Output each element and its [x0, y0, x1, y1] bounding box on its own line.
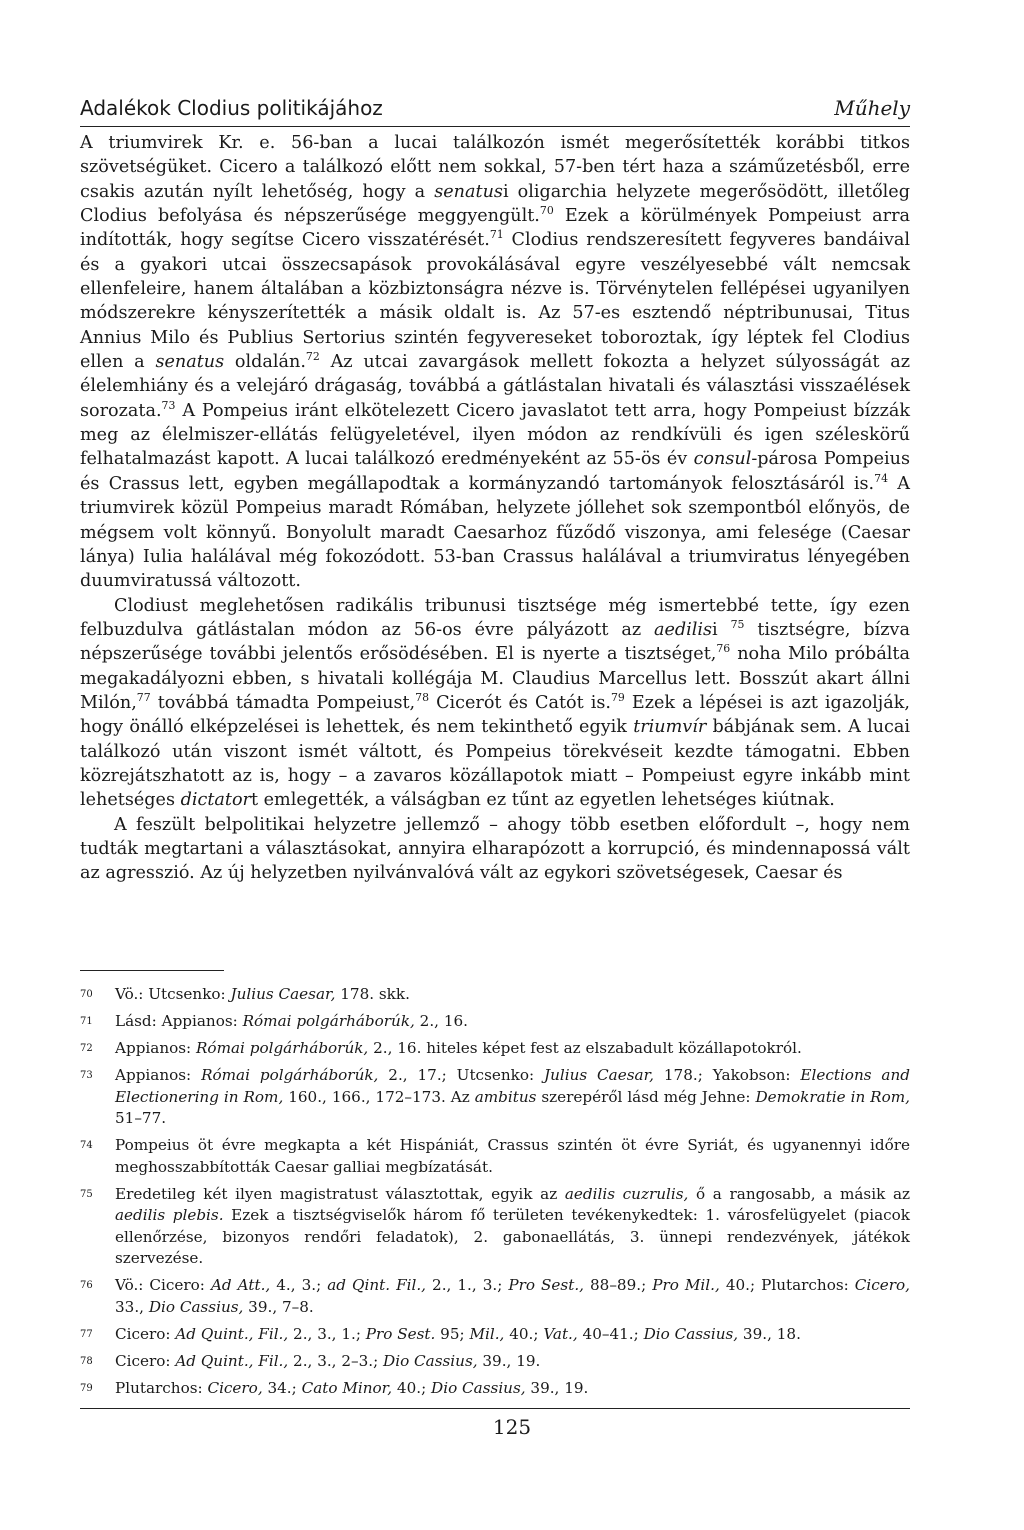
text-run: továbbá támadta Pompeiust, [150, 692, 416, 713]
italic-run: Pro Sest., [508, 1276, 584, 1294]
text-run: A feszült belpolitikai helyzetre jellemző – ahogy több esetben előfordult –, hogy nem tudták megtartani a választásokat, annyira elharapózott a korrupció, és mindennapossá vált az agresszió. Az új helyzetben nyilvánvalóvá vált az egykori szövetségesek, Caesar és [80, 814, 910, 884]
text-run: Az utcai zavargások mellett fokozta a helyzet súlyosságát az élelemhiány és a velejáró drágaság, továbbá a gátlástalan hivatali és választási visszaélések sorozata. [80, 352, 910, 421]
italic-run: consul [693, 449, 752, 470]
italic-run: ad Qint. Fil., [327, 1276, 427, 1294]
paragraph [80, 131, 910, 594]
italic-run: Demokratie in Rom, [755, 1087, 910, 1106]
footnote-ref: 70 [539, 204, 554, 218]
footnotes [80, 984, 910, 1405]
footnote-item [80, 1065, 910, 1130]
italic-run: aedilis cuzrulis, [564, 1184, 689, 1203]
page-number: 125 [492, 1415, 532, 1439]
text-run: 40.; [392, 1378, 432, 1397]
text-run: 40.; [504, 1324, 544, 1343]
text-run: Cicero: [115, 1324, 176, 1343]
text-run: Cicero: [115, 1351, 176, 1370]
italic-run: senatus [434, 181, 503, 202]
footnote-number: 77 [80, 1328, 93, 1340]
text-run: 2., 16. hiteles képet fest az elszabadult közállapotokról. [368, 1039, 802, 1057]
italic-run: Cato Minor, [301, 1378, 393, 1397]
text-run: -párosa Pompeius és Crassus lett, egyben megállapodtak a kormányzandó tartományok felosztásáról is. [80, 449, 910, 494]
footer-rule [80, 1408, 910, 1409]
text-run: t emlegették, a válságban ez tűnt az egyetlen lehetséges kiútnak. [250, 790, 835, 811]
text-run: Eredetileg két ilyen magistratust választottak, egyik az [115, 1184, 565, 1203]
text-run: oldalán. [224, 352, 306, 373]
italic-run: Római polgárháborúk, [196, 1039, 369, 1057]
italic-run: Ad Quint., Fil., [175, 1324, 289, 1343]
footnote-separator [80, 970, 224, 971]
italic-run: Dio Cassius, [383, 1351, 478, 1370]
text-run: 2., 17.; Utcsenko: [378, 1066, 544, 1084]
main-text [80, 131, 910, 886]
italic-run: aedilis [653, 619, 713, 640]
text-run: 39., 19. [525, 1378, 589, 1397]
italic-run: ambitus [474, 1087, 537, 1106]
text-run: 40.; Plutarchos: [719, 1276, 855, 1294]
footnote-item [80, 1378, 910, 1400]
italic-run: Ad Quint., Fil., [175, 1351, 289, 1370]
italic-run: dictator [180, 790, 251, 811]
footnote-ref: 77 [136, 691, 151, 705]
italic-run: Julius Caesar, [544, 1066, 654, 1084]
text-run: Cicerót és Catót is. [429, 692, 611, 713]
footnote-number: 74 [80, 1140, 93, 1151]
text-run: Vö.: Utcsenko: [115, 985, 231, 1003]
text-run: 34.; [262, 1378, 302, 1397]
footnote-ref: 78 [415, 691, 430, 705]
footnote-ref: 73 [161, 398, 176, 412]
italic-run: Dio Cassius, [148, 1297, 244, 1316]
text-run: A triumvirek közül Pompeius maradt Rómában, helyzete jóllehet sok szempontból előnyös, de mégsem volt könnyű. Bonyolult maradt Caesarhoz fűződő viszonya, ami felesége (Caesar lánya) Iulia halálával még fokozódott. 53-ban Crassus halálával a triumviratus lényegében duumviratussá változott. [80, 473, 910, 592]
text-run: Appianos: [115, 1039, 196, 1057]
footnote-item [80, 1184, 910, 1270]
footnote-number: 72 [80, 1043, 93, 1054]
text-run: Clodiust meglehetősen radikális tribunusi tisztsége még ismertebbé tette, így ezen felbuzdulva gátlástalan módon az 56-os évre pályázott az [80, 595, 910, 640]
header-section: Műhely [834, 96, 910, 120]
text-run: Ezek a körülmények Pompeiust arra indították, hogy segítse Cicero visszatérését. [80, 206, 910, 251]
text-run: 51–77. [115, 1109, 167, 1127]
italic-run: Római polgárháborúk, [242, 1012, 415, 1030]
text-run: 40–41.; [577, 1324, 644, 1343]
italic-run: Cicero, [207, 1378, 263, 1397]
italic-run: Ad Att., [210, 1276, 271, 1294]
text-run: 4., 3.; [270, 1276, 328, 1294]
text-run: Plutarchos: [115, 1378, 208, 1397]
text-run: Ezek a tisztségviselők három fő területen tevékenykedtek: 1. városfelügyelet (piacok ellenőrzése, bizonyos rendőri feladatok), 2. gabonaellátás, 3. ünnepi rendezvények, játékok szervezése. [115, 1206, 910, 1267]
text-run: 2., 1., 3.; [426, 1276, 509, 1294]
italic-run: Vat., [543, 1324, 578, 1343]
paragraph [80, 594, 910, 813]
text-run: 39., 19. [477, 1351, 541, 1370]
footnote-ref: 75 [730, 618, 745, 632]
text-run: 39., 18. [738, 1324, 801, 1343]
text-run: 88–89.; [583, 1276, 653, 1294]
footnote-item [80, 1038, 910, 1060]
header-title: Adalékok Clodius politikájához [80, 96, 383, 120]
footnote-number: 71 [80, 1016, 93, 1027]
italic-run: Cicero, [854, 1276, 910, 1294]
text-run: 95; [435, 1324, 470, 1343]
footnote-ref: 79 [610, 691, 625, 705]
footnote-ref: 72 [305, 350, 320, 364]
italic-run: aedilis plebis. [115, 1206, 224, 1224]
footnote-number: 79 [80, 1382, 93, 1394]
text-run: A triumvirek Kr. e. 56-ban a lucai találkozón ismét megerősítették korábbi titkos szövetségüket. Cicero a találkozó előtt nem sokkal, 57-ben tért haza a száműzetésből, erre csakis azután nyílt lehetőség, hogy a [80, 133, 910, 202]
text-run: 2., 3., 2–3.; [288, 1351, 384, 1370]
text-run: Lásd: Appianos: [115, 1012, 243, 1030]
text-run: Clodius rendszeresített fegyveres bandáival és a gyakori utcai összecsapások provokálásával egyre veszélyesebbé vált nemcsak ellenfeleire, hanem általában a közbiztonságra nézve is. Törvénytelen fellépései ugyanilyen módszerekre kényszerítették a másik oldalt is. Az 57-es esztendő néptribunusai, Titus Annius Milo és Publius Sertorius szintén fegyvereseket toboroztak, így léptek fel Clodius ellen a [80, 230, 910, 373]
footnote-item [80, 1011, 910, 1033]
footnote-number: 78 [80, 1355, 93, 1367]
footnote-item [80, 1135, 910, 1178]
italic-run: Elections and Electionering in Rom, [115, 1066, 910, 1106]
footnote-item [80, 1351, 910, 1373]
italic-run: Dio Cassius, [431, 1378, 526, 1397]
paragraph [80, 813, 910, 886]
footnote-ref: 74 [874, 471, 889, 485]
text-run: 2., 3., 1.; [288, 1324, 366, 1343]
text-run: 178. skk. [335, 985, 410, 1003]
text-run: noha Milo próbálta megakadályozni ebben, s hivatali kollégája M. Claudius Marcellus lett. Bosszút akart állni Milón, [80, 644, 910, 713]
italic-run: Dio Cassius, [643, 1324, 739, 1343]
footnote-ref: 76 [716, 642, 731, 656]
text-run: Appianos: [115, 1066, 202, 1084]
footnote-number: 70 [80, 989, 93, 1000]
text-run: 33., [115, 1297, 149, 1316]
text-run: 2., 16. [414, 1012, 468, 1030]
italic-run: Pro Sest. [365, 1324, 436, 1343]
italic-run: triumvír [633, 717, 707, 738]
italic-run: Római polgárháborúk, [201, 1066, 379, 1084]
text-run: ő a rangosabb, a másik az [688, 1184, 911, 1203]
text-run: 39., 7–8. [243, 1297, 314, 1316]
footnote-number: 76 [80, 1280, 93, 1291]
text-run: 178.; Yakobson: [653, 1066, 801, 1084]
italic-run: senatus [155, 352, 225, 373]
text-run: Pompeius öt évre megkapta a két Hispániát, Crassus szintén öt évre Syriát, és ugyanennyi időre meghosszabbították Caesar galliai megbízatását. [115, 1136, 910, 1176]
text-run: szerepéről lásd még Jehne: [536, 1087, 756, 1106]
text-run: Ezek a lépései is azt igazolják, hogy önálló elképzelései is lehettek, és nem tekinthető egyik [80, 692, 911, 738]
text-run: i [712, 619, 731, 640]
footnote-number: 73 [80, 1070, 93, 1081]
italic-run: Mil., [469, 1324, 505, 1343]
running-header [80, 86, 910, 127]
italic-run: Julius Caesar, [230, 985, 336, 1003]
footnote-item [80, 1275, 910, 1318]
text-run: A Pompeius iránt elkötelezett Cicero javaslatot tett arra, hogy Pompeiust bízzák meg az élelmiszer-ellátás felügyeletével, ilyen módon az rendkívüli és igen széleskörű felhatalmazást kapott. A lucai találkozó eredményeként az 55-ös év [80, 400, 910, 470]
text-run: tisztségre, bízva népszerűsége további jelentős erősödésében. El is nyerte a tisztséget, [80, 619, 910, 665]
text-run: i oligarchia helyzete megerősödött, illetőleg Clodius befolyása és népszerűsége meggyengült. [80, 181, 910, 227]
text-run: Vö.: Cicero: [115, 1276, 211, 1294]
italic-run: Pro Mil., [652, 1276, 720, 1294]
text-run: bábjának sem. A lucai találkozó után viszont ismét váltott, és Pompeius törekvéseit kezdte támogatni. Ebben közrejátszhatott az is, hogy – a zavaros közállapotok miatt – Pompeiust egyre inkább mint lehetséges [80, 717, 910, 811]
footnote-ref: 71 [489, 228, 504, 242]
text-run: 160., 166., 172–173. Az [283, 1087, 475, 1106]
footnote-item [80, 984, 910, 1006]
footnote-item [80, 1324, 910, 1346]
footnote-number: 75 [80, 1188, 93, 1200]
